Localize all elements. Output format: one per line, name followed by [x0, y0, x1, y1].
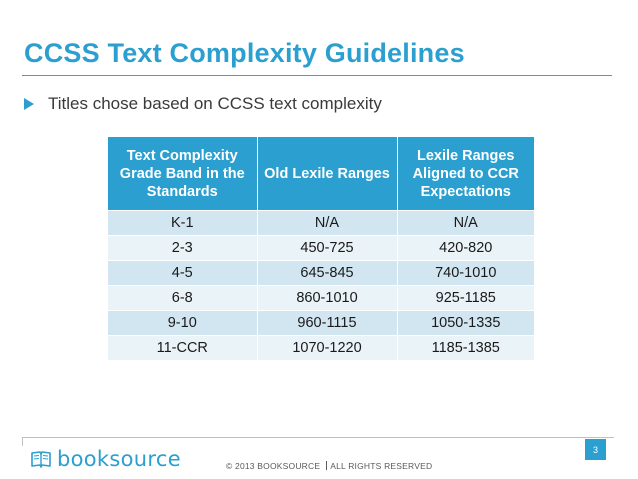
lexile-table — [108, 137, 534, 360]
booksource-logo — [30, 447, 181, 471]
grade-band-cell: 6-8 — [108, 286, 257, 311]
copyright-notice — [226, 461, 432, 471]
header-ccr-lexile: Lexile Ranges Aligned to CCR Expectations — [397, 137, 534, 211]
bullet-point — [24, 94, 382, 114]
table-row — [108, 286, 534, 311]
copyright-separator — [326, 461, 327, 470]
logo-text: booksource — [57, 447, 181, 471]
grade-band-cell: 11-CCR — [108, 336, 257, 361]
table-row — [108, 311, 534, 336]
header-grade-band: Text Complexity Grade Band in the Standards — [108, 137, 257, 211]
old-lexile-cell: 645-845 — [257, 261, 397, 286]
ccr-lexile-cell: N/A — [397, 211, 534, 236]
old-lexile-cell: 450-725 — [257, 236, 397, 261]
table-row — [108, 211, 534, 236]
title-divider — [22, 75, 612, 76]
footer-divider-tick — [22, 437, 23, 446]
header-old-lexile: Old Lexile Ranges — [257, 137, 397, 211]
grade-band-cell: K-1 — [108, 211, 257, 236]
old-lexile-cell: 960-1115 — [257, 311, 397, 336]
triangle-bullet-icon — [24, 98, 34, 110]
table-row — [108, 261, 534, 286]
old-lexile-cell: N/A — [257, 211, 397, 236]
footer-divider — [22, 437, 614, 438]
slide-title: CCSS Text Complexity Guidelines — [24, 38, 465, 68]
ccr-lexile-cell: 925-1185 — [397, 286, 534, 311]
table-row — [108, 236, 534, 261]
grade-band-cell: 2-3 — [108, 236, 257, 261]
old-lexile-cell: 1070-1220 — [257, 336, 397, 361]
old-lexile-cell: 860-1010 — [257, 286, 397, 311]
grade-band-cell: 4-5 — [108, 261, 257, 286]
page-number: 3 — [585, 439, 606, 460]
ccr-lexile-cell: 1050-1335 — [397, 311, 534, 336]
ccr-lexile-cell: 420-820 — [397, 236, 534, 261]
rights-text: ALL RIGHTS RESERVED — [330, 461, 433, 471]
ccr-lexile-cell: 740-1010 — [397, 261, 534, 286]
copyright-text: © 2013 BOOKSOURCE — [226, 461, 321, 471]
grade-band-cell: 9-10 — [108, 311, 257, 336]
ccr-lexile-cell: 1185-1385 — [397, 336, 534, 361]
table-header-row — [108, 137, 534, 211]
open-book-icon — [30, 448, 52, 470]
table-row — [108, 336, 534, 361]
bullet-text: Titles chose based on CCSS text complexity — [48, 94, 382, 113]
